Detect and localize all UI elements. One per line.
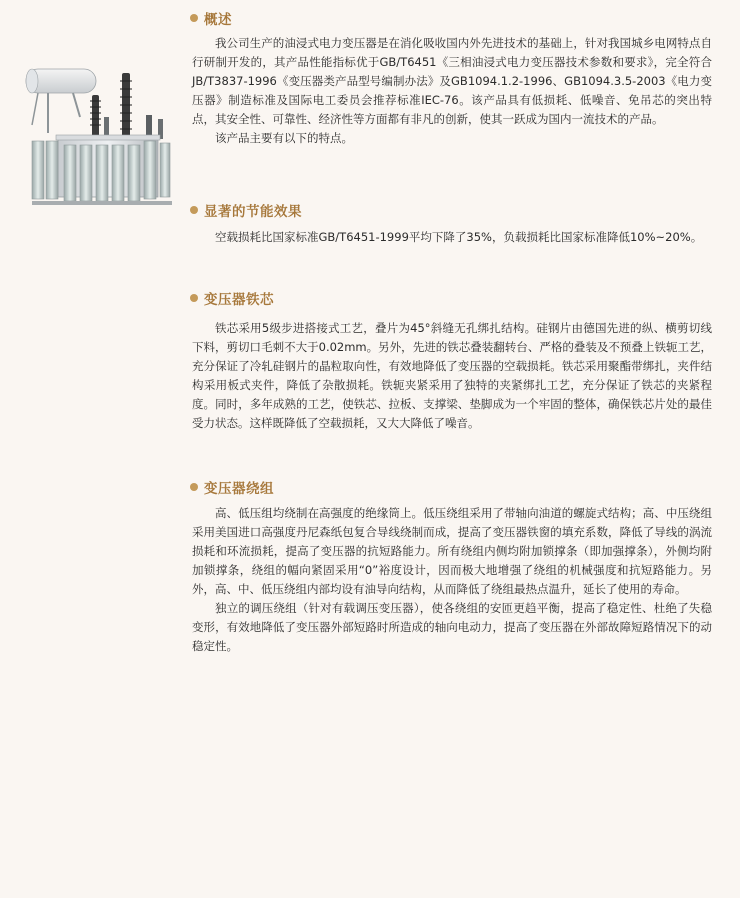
section-energy-saving: [190, 198, 712, 247]
dot-bullet-icon: [190, 483, 198, 491]
section-body: [190, 319, 712, 433]
transformer-image: [18, 55, 178, 210]
section-heading: [190, 6, 712, 30]
paragraph: 独立的调压绕组（针对有载调压变压器），使各绕组的安匝更趋平衡，提高了稳定性、杜绝了失稳变形，有效地降低了变压器外部短路时所造成的轴向电动力，提高了变压器在外部故障短路情况下的动稳定性。: [192, 601, 712, 653]
section-overview: [190, 6, 712, 148]
section-title: 概述: [204, 12, 232, 28]
dot-bullet-icon: [190, 206, 198, 214]
section-heading: [190, 286, 712, 310]
paragraph: 该产品主要有以下的特点。: [215, 131, 353, 145]
dot-bullet-icon: [190, 14, 198, 22]
section-heading: [190, 198, 712, 222]
section-body: [190, 34, 712, 148]
section-title: 显著的节能效果: [204, 204, 302, 220]
paragraph: 我公司生产的油浸式电力变压器是在消化吸收国内外先进技术的基础上，针对我国城乡电网特点自行研制开发的，其产品性能指标优于GB/T6451《三相油浸式电力变压器技术参数和要求》，完全符合JB/T3837-1996《变压器类产品型号编制办法》及GB1094.1.2-1996、GB1094.3.5-2003《电力变压器》制造标准及国际电工委员会推荐标准IEC-76。该产品具有低损耗、低噪音、免吊芯的突出特点，其安全性、可靠性、经济性等方面都有非凡的创新，使其一跃成为国内一流技术的产品。: [192, 36, 712, 126]
section-heading: [190, 475, 712, 499]
section-transformer-core: [190, 286, 712, 433]
paragraph: 铁芯采用5级步进搭接式工艺，叠片为45°斜缝无孔绑扎结构。硅钢片由德国先进的纵、横剪切线下料，剪切口毛刺不大于0.02mm。另外，先进的铁芯叠装翻转台、严格的叠装及不预叠上铁轭工艺，充分保证了冷轧硅钢片的晶粒取向性，有效地降低了变压器的空载损耗。铁芯采用聚酯带绑扎，夹件结构采用板式夹件，降低了杂散损耗。铁轭夹紧采用了独特的夹紧绑扎工艺，充分保证了铁芯的夹紧程度。同时，多年成熟的工艺，使铁芯、拉板、支撑梁、垫脚成为一个牢固的整体，确保铁芯片处的最佳受力状态。这样既降低了空载损耗，又大大降低了噪音。: [192, 321, 712, 430]
section-title: 变压器绕组: [204, 481, 274, 497]
section-body: [190, 504, 712, 656]
paragraph: 高、低压组均绕制在高强度的绝缘筒上。低压绕组采用了带轴向油道的螺旋式结构；高、中压绕组采用美国进口高强度丹尼森纸包复合导线绕制而成，提高了变压器铁窗的填充系数，降低了导线的涡流损耗和环流损耗，提高了变压器的抗短路能力。所有绕组内侧均附加锁撑条（即加强撑条），外侧均附加锁撑条，绕组的幅向紧固采用“0”裕度设计，因而极大地增强了绕组的机械强度和抗短路能力。另外，高、中、低压绕组内部均设有油导向结构，从而降低了绕组最热点温升，延长了使用的寿命。: [192, 506, 712, 596]
section-transformer-winding: [190, 475, 712, 656]
section-body: [190, 228, 712, 247]
paragraph: 空载损耗比国家标准GB/T6451-1999平均下降了35%，负载损耗比国家标准降低10%~20%。: [215, 230, 703, 244]
dot-bullet-icon: [190, 294, 198, 302]
section-title: 变压器铁芯: [204, 292, 274, 308]
